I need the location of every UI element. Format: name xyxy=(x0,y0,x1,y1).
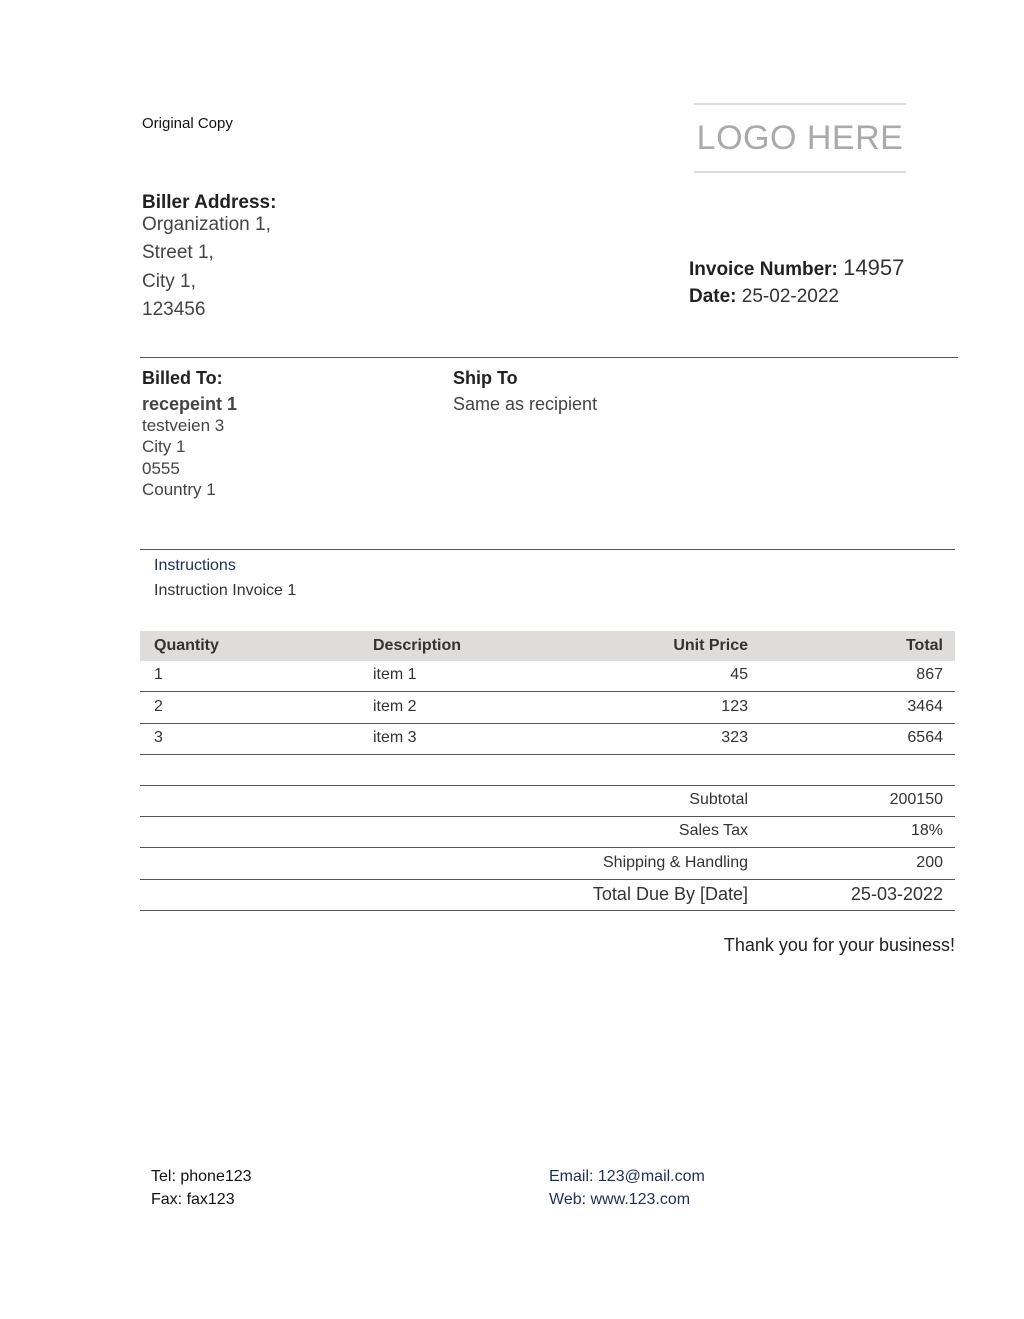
cell-unit-price: 123 xyxy=(721,698,748,715)
biller-address-line: Street 1, xyxy=(142,242,214,263)
total-due-value: 25-03-2022 xyxy=(850,884,943,904)
instructions-value: Instruction Invoice 1 xyxy=(154,582,297,599)
row-divider xyxy=(140,754,955,755)
biller-address-line: Organization 1, xyxy=(142,214,271,235)
row-divider xyxy=(140,785,955,786)
copy-label: Original Copy xyxy=(142,115,233,132)
cell-unit-price: 45 xyxy=(730,666,748,683)
invoice-date xyxy=(689,286,839,308)
biller-address-line: City 1, xyxy=(142,271,196,292)
divider xyxy=(140,549,955,550)
footer-tel: Tel: phone123 xyxy=(151,1168,252,1185)
billed-to-line: 0555 xyxy=(142,459,180,478)
invoice-number-value: 14957 xyxy=(843,255,905,280)
cell-quantity: 1 xyxy=(154,666,163,683)
invoice-date-label: Date: xyxy=(689,286,737,307)
column-header-description: Description xyxy=(373,637,462,654)
cell-total: 6564 xyxy=(907,729,943,746)
logo-text: LOGO HERE xyxy=(696,118,904,157)
biller-address-line: 123456 xyxy=(142,299,206,320)
footer-web: Web: www.123.com xyxy=(549,1191,691,1208)
thank-you-note: Thank you for your business! xyxy=(723,935,955,955)
billed-to-line: testveien 3 xyxy=(142,416,225,435)
invoice-number xyxy=(689,255,904,281)
row-divider xyxy=(140,816,955,817)
footer-fax: Fax: fax123 xyxy=(151,1191,235,1208)
billed-to-line: City 1 xyxy=(142,437,186,456)
subtotal-label: Subtotal xyxy=(689,791,748,808)
invoice-date-value: 25-02-2022 xyxy=(741,286,839,307)
cell-quantity: 3 xyxy=(154,729,163,746)
column-header-quantity: Quantity xyxy=(154,637,219,654)
sales-tax-value: 18% xyxy=(910,822,943,839)
cell-unit-price: 323 xyxy=(721,729,748,746)
subtotal-value: 200150 xyxy=(889,791,943,808)
footer-email: Email: 123@mail.com xyxy=(549,1168,705,1185)
shipping-value: 200 xyxy=(916,854,943,871)
invoice-number-label: Invoice Number: xyxy=(689,259,838,280)
shipping-label: Shipping & Handling xyxy=(603,854,748,871)
cell-total: 3464 xyxy=(907,698,943,715)
billed-to-line: Country 1 xyxy=(142,480,216,499)
row-divider xyxy=(140,723,955,724)
column-header-unit-price: Unit Price xyxy=(673,637,748,654)
biller-address-heading: Biller Address: xyxy=(142,192,277,213)
cell-description: item 2 xyxy=(373,698,417,715)
logo-placeholder xyxy=(694,103,906,173)
sales-tax-label: Sales Tax xyxy=(678,822,748,839)
ship-to-heading: Ship To xyxy=(453,368,518,388)
ship-to-value: Same as recipient xyxy=(453,394,598,414)
column-header-total: Total xyxy=(905,637,943,654)
cell-total: 867 xyxy=(916,666,943,683)
row-divider xyxy=(140,847,955,848)
row-divider xyxy=(140,910,955,911)
billed-to-heading: Billed To: xyxy=(142,368,223,388)
cell-description: item 3 xyxy=(373,729,417,746)
cell-quantity: 2 xyxy=(154,698,163,715)
instructions-heading: Instructions xyxy=(154,557,236,574)
billed-to-name: recepeint 1 xyxy=(142,394,238,414)
row-divider xyxy=(140,879,955,880)
divider xyxy=(140,357,958,358)
total-due-label: Total Due By [Date] xyxy=(592,884,748,904)
cell-description: item 1 xyxy=(373,666,417,683)
row-divider xyxy=(140,691,955,692)
